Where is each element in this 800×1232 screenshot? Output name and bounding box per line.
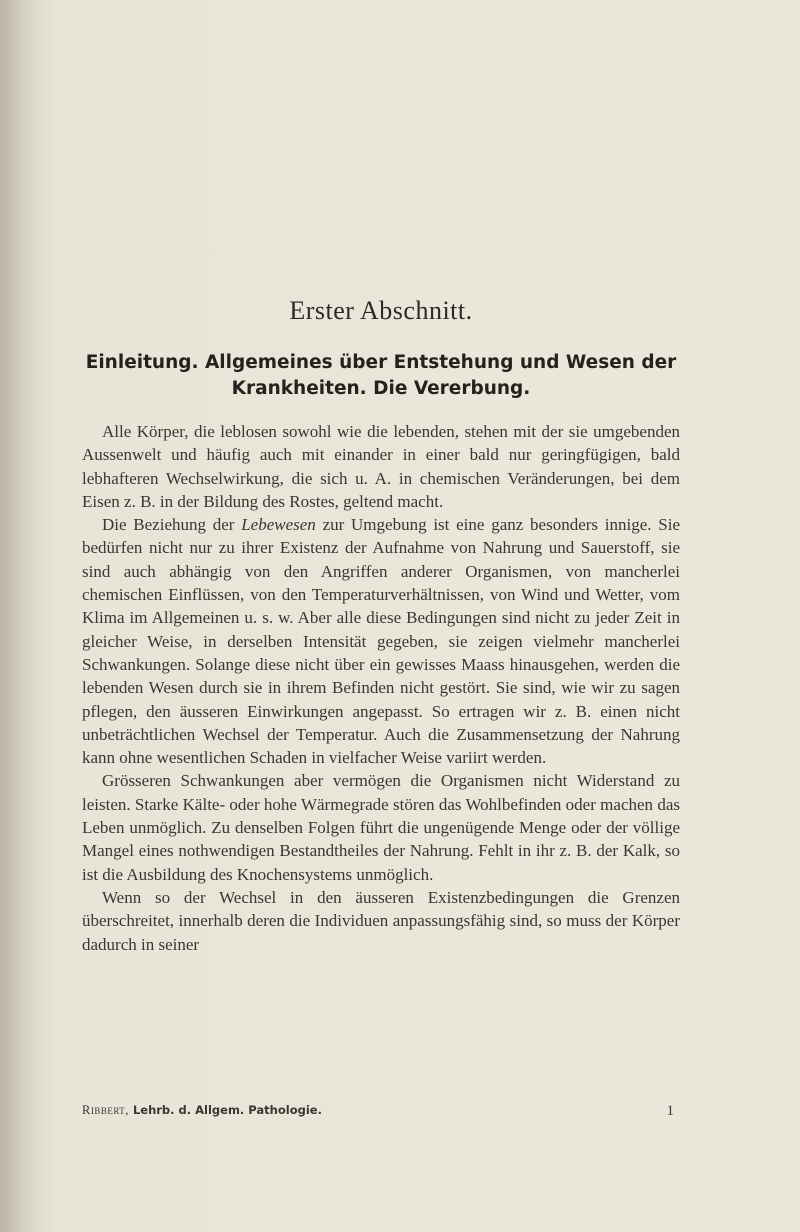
paragraph-2: [82, 513, 680, 769]
footer-book-title: Lehrb. d. Allgem. Pathologie.: [128, 1103, 322, 1117]
paragraph-1: Alle Körper, die leblosen sowohl wie die lebenden, stehen mit der sie umgebenden Aussenwelt und häufig auch mit einander in einer bald nur geringfügigen, bald lebhafteren Wechselwirkung, die sich u. A. in chemischen Veränderungen, bei dem Eisen z. B. in der Bildung des Rostes, geltend macht.: [82, 422, 680, 511]
chapter-title-line1: Einleitung. Allgemeines über Entstehung und Wesen der: [85, 352, 677, 373]
paragraph-2-italic-term: Lebewesen: [241, 515, 316, 535]
chapter-title-line2: Krankheiten. Die Vererbung.: [231, 378, 531, 399]
footer-author: Ribbert,: [82, 1103, 129, 1117]
chapter-title: [82, 350, 680, 402]
paragraph-2-rest: zur Umgebung ist eine ganz besonders innige. Sie bedürfen nicht nur zu ihrer Existenz der Aufnahme von Nahrung und Sauerstoff, sie sind auch abhängig von den Angriffen anderer Organismen, von mancherlei chemischen Einflüssen, von den Temperaturverhältnissen, von Wind und Wetter, vom Klima im Allgemeinen u. s. w. Aber alle diese Bedingungen sind nicht zu jeder Zeit in gleicher Weise, in derselben Intensität gegeben, sie zeigen vielmehr mancherlei Schwankungen. Solange diese nicht über ein gewisses Maass hinausgehen, werden die lebenden Wesen durch sie in ihrem Befinden nicht gestört. Sie sind, wie wir zu sagen pflegen, den äusseren Einwirkungen angepasst. So ertragen wir z. B. einen nicht unbeträchtlichen Wechsel der Temperatur. Auch die Zusammensetzung der Nahrung kann ohne wesentlichen Schaden in vielfacher Weise variirt werden.: [82, 515, 681, 768]
footer-citation: [82, 1103, 322, 1120]
page-footer: [82, 1103, 680, 1120]
paragraph-2-start: Die Beziehung der: [102, 515, 242, 535]
paragraph-4: Wenn so der Wechsel in den äusseren Existenzbedingungen die Grenzen überschreitet, innerhalb deren die Individuen anpassungsfähig sind, so muss der Körper dadurch in seiner: [82, 887, 680, 954]
text-block: [82, 296, 680, 956]
section-title: Erster Abschnitt.: [289, 296, 473, 325]
paragraph-3: Grösseren Schwankungen aber vermögen die Organismen nicht Widerstand zu leisten. Starke Kälte- oder hohe Wärmegrade stören das Wohlbefinden oder machen das Leben unmöglich. Zu denselben Folgen führt die ungenügende Menge oder der völlige Mangel eines nothwendigen Bestandtheiles der Nahrung. Fehlt in ihr z. B. der Kalk, so ist die Ausbildung des Knochensystems unmöglich.: [82, 771, 680, 884]
page-number: 1: [666, 1103, 674, 1119]
binding-shadow: [0, 0, 38, 1232]
